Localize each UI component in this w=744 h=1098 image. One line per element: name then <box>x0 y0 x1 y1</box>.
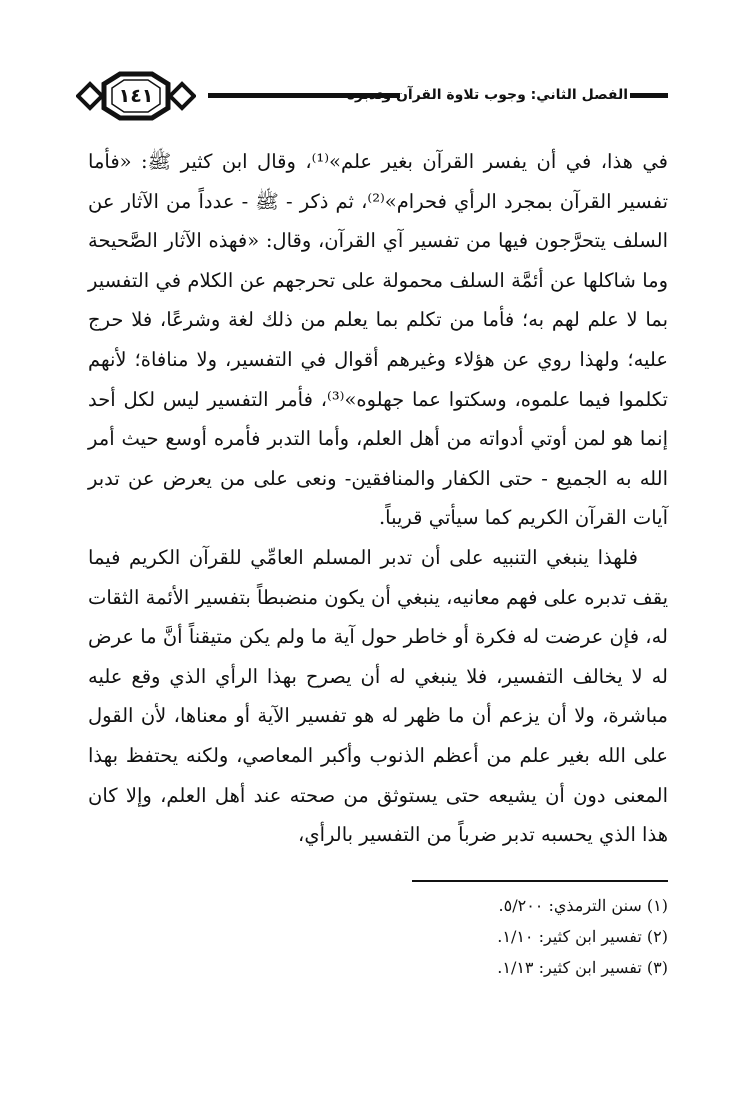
footnotes <box>88 890 668 983</box>
footnote-separator <box>412 880 668 882</box>
page-number: ١٤١ <box>118 85 154 107</box>
header-rule-right <box>630 93 668 98</box>
footnote-1: (١) سنن الترمذي: ٥/٢٠٠. <box>498 896 668 915</box>
footnote-3: (٣) تفسير ابن كثير: ١/١٣. <box>497 958 668 977</box>
running-title: الفصل الثاني: وجوب تلاوة القرآن وتدبره <box>346 87 628 103</box>
footnote-2: (٢) تفسير ابن كثير: ١/١٠. <box>497 927 668 946</box>
page-header <box>76 68 668 124</box>
paragraph-2: فلهذا ينبغي التنبيه على أن تدبر المسلم العامِّي للقرآن الكريم فيما يقف تدبره على فهم معانيه، ينبغي أن يكون منضبطاً بتفسير الأئمة الثقات له، فإن عرضت له فكرة أو خاطر حول آية ما ولم يكن متيقناً أنَّ ما عرض له لا يخالف التفسير، فلا ينبغي له أن يصرح بهذا الرأي الذي وقع عليه مباشرة، ولا أن يزعم أن ما ظهر له هو تفسير الآية أو معناها، لأن القول على الله بغير علم من أعظم الذنوب وأكبر المعاصي، ولكنه يحتفظ بهذا المعنى دون أن يشيعه حتى يستوثق من صحته عند أهل العلم، وإلا كان هذا الذي يحسبه تدبر ضرباً من التفسير بالرأي، <box>88 545 668 847</box>
paragraph-1: في هذا، في أن يفسر القرآن بغير علم»⁽¹⁾، وقال ابن كثير ﷺ: «فأما تفسير القرآن بمجرد الرأي فحرام»⁽²⁾، ثم ذكر - ﷺ - عدداً من الآثار عن السلف يتحرَّجون فيها من تفسير آي القرآن، وقال: «فهذه الآثار الصَّحيحة وما شاكلها عن أئمَّة السلف محمولة على تحرجهم عن الكلام في التفسير بما لا علم لهم به؛ فأما من تكلم بما يعلم من ذلك لغة وشرعًا، فلا حرج عليه؛ ولهذا روي عن هؤلاء وغيرهم أقوال في التفسير، ولا منافاة؛ لأنهم تكلموا فيما علموه، وسكتوا عما جهلوه»⁽³⁾، فأمر التفسير ليس لكل أحد إنما هو لمن أوتي أدواته من أهل العلم، وأما التدبر فأمره أوسع حيث أمر الله به الجميع - حتى الكفار والمنافقين- ونعى على من يعرض عن تدبر آيات القرآن الكريم كما سيأتي قريباً. <box>88 150 668 530</box>
main-text <box>88 142 668 855</box>
